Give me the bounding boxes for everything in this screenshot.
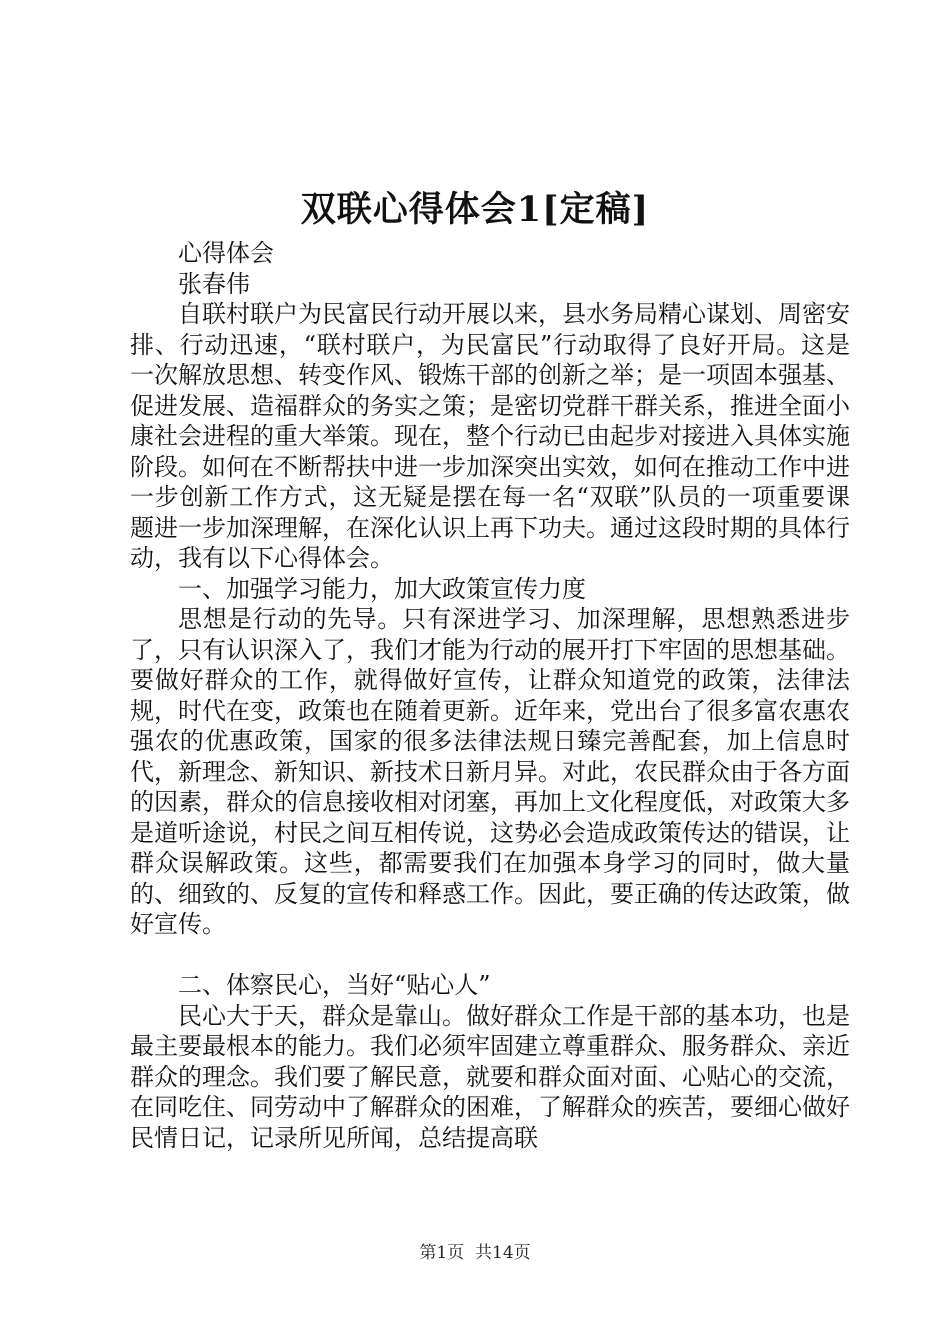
document-title: 双联心得体会1[定稿] [300, 189, 650, 230]
document-body [130, 238, 850, 1153]
paragraph-intro: 自联村联户为民富民行动开展以来，县水务局精心谋划、周密安排、行动迅速，“联村联户，为民富民”行动取得了良好开局。这是一次解放思想、转变作风、锻炼干部的创新之举；是一项固本强基、促进发展、造福群众的务实之策；是密切党群干群关系，推进全面小康社会进程的重大举策。现在，整个行动已由起步对接进入具体实施阶段。如何在不断帮扶中进一步加深突出实效，如何在推动工作中进一步创新工作方式，这无疑是摆在每一名“双联”队员的一项重要课题进一步加深理解，在深化认识上再下功夫。通过这段时期的具体行动，我有以下心得体会。 [130, 300, 850, 572]
heading-section-1: 一、加强学习能力，加大政策宣传力度 [178, 574, 586, 603]
paragraph-section-1: 思想是行动的先导。只有深进学习、加深理解，思想熟悉进步了，只有认识深入了，我们才能为行动的展开打下牢固的思想基础。要做好群众的工作，就得做好宣传，让群众知道党的政策，法律法规，时代在变，政策也在随着更新。近年来，党出台了很多富农惠农强农的优惠政策，国家的很多法律法规日臻完善配套，加上信息时代，新理念、新知识、新技术日新月异。对此，农民群众由于各方面的因素，群众的信息接收相对闭塞，再加上文化程度低，对政策大多是道听途说，村民之间互相传说，这势必会造成政策传达的错误，让群众误解政策。这些，都需要我们在加强本身学习的同时，做大量的、细致的、反复的宣传和释惑工作。因此，要正确的传达政策，做好宣传。 [130, 605, 850, 938]
footer-separator [464, 1243, 475, 1263]
page-number: 第1页 [419, 1243, 465, 1263]
heading-section-2: 二、体察民心，当好“贴心人” [178, 971, 491, 999]
page-footer [0, 1242, 950, 1264]
section-label-xinde: 心得体会 [178, 239, 274, 267]
paragraph-section-2: 民心大于天，群众是靠山。做好群众工作是干部的基本功，也是最主要最根本的能力。我们必须牢固建立尊重群众、服务群众、亲近群众的理念。我们要了解民意，就要和群众面对面、心贴心的交流，在同吃住、同劳动中了解群众的困难，了解群众的疾苦，要细心做好民情日记，记录所见所闻，总结提高联 [130, 1001, 850, 1152]
author-name: 张春伟 [178, 269, 250, 298]
page-total: 共14页 [475, 1243, 531, 1263]
